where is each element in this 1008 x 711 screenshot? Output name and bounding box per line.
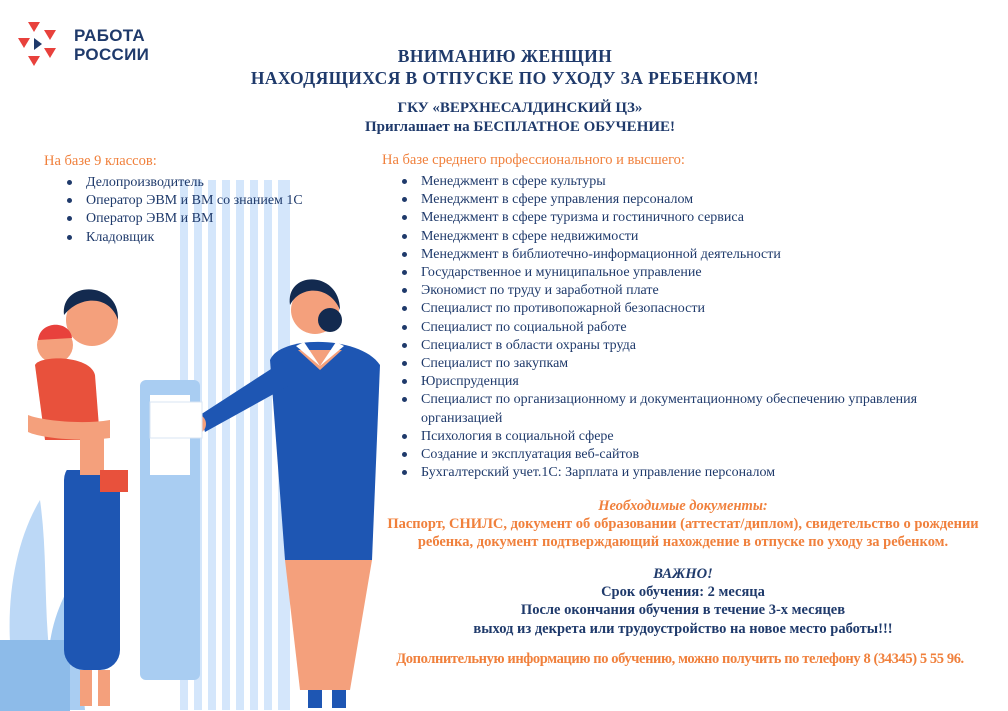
- bullet-icon: [402, 343, 407, 348]
- bullet-icon: [402, 379, 407, 384]
- list-item: Создание и эксплуатация веб-сайтов: [399, 446, 974, 464]
- bullet-icon: [402, 234, 407, 239]
- bullet-icon: [402, 197, 407, 202]
- documents-block: [378, 497, 988, 551]
- list-item: Экономист по труду и заработной плате: [399, 282, 974, 300]
- title-line-1: ВНИМАНИЮ ЖЕНЩИН: [397, 46, 613, 66]
- list-item: Менеджмент в сфере культуры: [399, 173, 974, 191]
- bullet-icon: [402, 452, 407, 457]
- important-line-2: После окончания обучения в течение 3-х месяцев: [520, 602, 846, 619]
- bullet-icon: [402, 325, 407, 330]
- logo: [14, 18, 149, 72]
- bullet-icon: [402, 434, 407, 439]
- list-item: Специалист по организационному и документационному обеспечению управления организацией: [399, 391, 974, 427]
- bullet-icon: [402, 270, 407, 275]
- list-item: Юриспруденция: [399, 373, 974, 391]
- left-course-list: [64, 174, 364, 247]
- list-item: Менеджмент в сфере недвижимости: [399, 228, 974, 246]
- bullet-icon: [402, 252, 407, 257]
- list-item: Специалист по социальной работе: [399, 319, 974, 337]
- title-line-2: НАХОДЯЩИХСЯ В ОТПУСКЕ ПО УХОДУ ЗА РЕБЕНКОМ!: [250, 68, 760, 88]
- page-title: [150, 45, 860, 89]
- bullet-icon: [402, 361, 407, 366]
- list-item: Государственное и муниципальное управление: [399, 264, 974, 282]
- bullet-icon: [67, 235, 72, 240]
- list-item: Бухгалтерский учет.1С: Зарплата и управление персоналом: [399, 464, 974, 482]
- list-item: Кладовщик: [64, 229, 364, 247]
- bullet-icon: [402, 397, 407, 402]
- documents-title: Необходимые документы:: [598, 498, 768, 514]
- subtitle-line-2: Приглашает на БЕСПЛАТНОЕ ОБУЧЕНИЕ!: [364, 119, 676, 135]
- bullet-icon: [402, 288, 407, 293]
- list-item: Делопроизводитель: [64, 174, 364, 192]
- important-title: ВАЖНО!: [653, 566, 713, 582]
- right-heading: На базе среднего профессионального и высшего:: [382, 152, 685, 168]
- women-illustration: [0, 170, 400, 711]
- bullet-icon: [67, 180, 72, 185]
- list-item: Специалист по закупкам: [399, 355, 974, 373]
- list-item: Оператор ЭВМ и ВМ: [64, 210, 364, 228]
- list-item: Оператор ЭВМ и ВМ со знанием 1С: [64, 192, 364, 210]
- important-line-3: выход из декрета или трудоустройство на новое место работы!!!: [473, 620, 893, 637]
- bullet-icon: [402, 215, 407, 220]
- important-line-1: Срок обучения: 2 месяца: [601, 584, 765, 601]
- contact-footer: Дополнительную информацию по обучению, можно получить по телефону 8 (34345) 5 55 96.: [396, 651, 964, 667]
- list-item: Специалист по противопожарной безопасности: [399, 300, 974, 318]
- bullet-icon: [402, 306, 407, 311]
- logo-line-2: РОССИИ: [74, 45, 150, 64]
- bullet-icon: [67, 216, 72, 221]
- bullet-icon: [67, 198, 72, 203]
- list-item: Менеджмент в библиотечно-информационной деятельности: [399, 246, 974, 264]
- documents-text: Паспорт, СНИЛС, документ об образовании (аттестат/диплом), свидетельство о рождении ребенка, документ подтверждающий нахождение в отпуске по уходу за ребенком.: [387, 516, 979, 550]
- left-heading: На базе 9 классов:: [44, 153, 157, 169]
- rabota-rossii-logo-icon: [14, 18, 68, 72]
- bullet-icon: [402, 179, 407, 184]
- logo-line-1: РАБОТА: [74, 26, 145, 45]
- list-item: Специалист в области охраны труда: [399, 337, 974, 355]
- subtitle-line-1: ГКУ «ВЕРХНЕСАЛДИНСКИЙ ЦЗ»: [397, 100, 643, 116]
- list-item: Психология в социальной сфере: [399, 428, 974, 446]
- right-course-list: [399, 173, 974, 482]
- list-item: Менеджмент в сфере управления персоналом: [399, 191, 974, 209]
- important-block: [378, 565, 988, 638]
- bullet-icon: [402, 470, 407, 475]
- page-subtitle: [175, 99, 865, 137]
- list-item: Менеджмент в сфере туризма и гостиничного сервиса: [399, 209, 974, 227]
